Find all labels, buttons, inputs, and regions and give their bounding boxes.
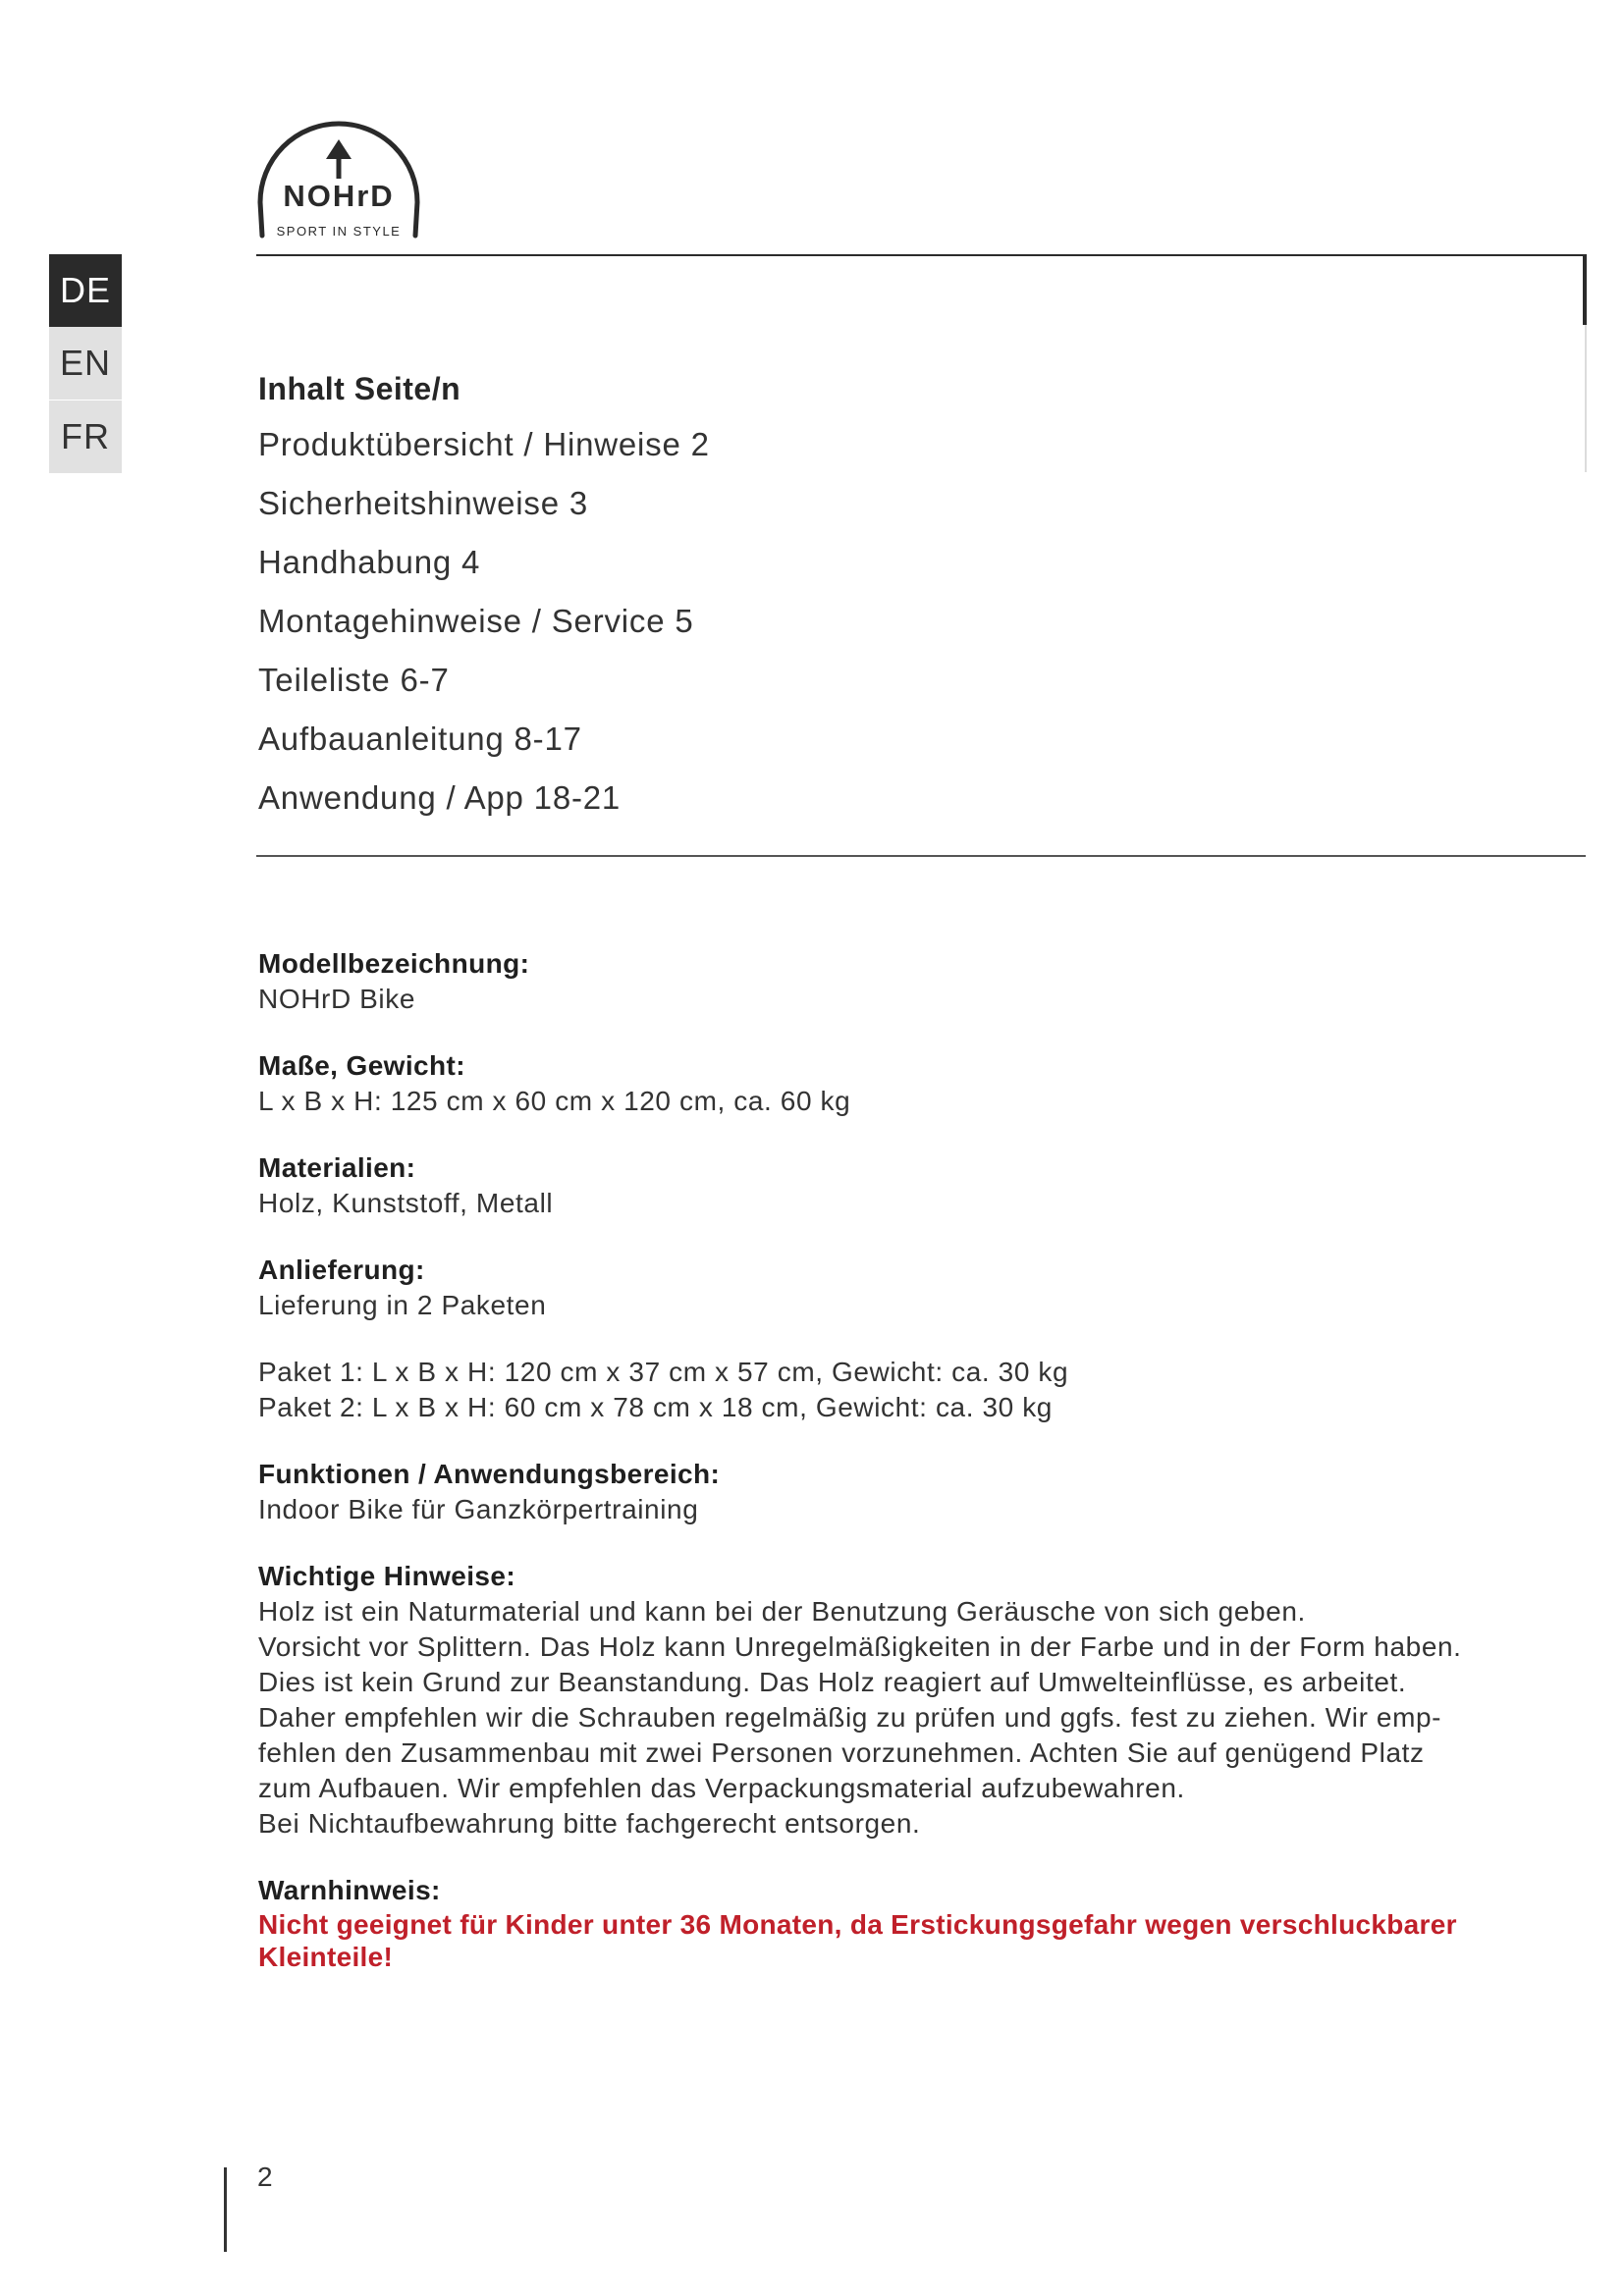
model-section bbox=[258, 946, 1535, 1017]
logo-wordmark: NOHrD bbox=[283, 179, 395, 213]
dimensions-section bbox=[258, 1048, 1535, 1119]
model-label: Modellbezeichnung: bbox=[258, 948, 530, 979]
notes-label: Wichtige Hinweise: bbox=[258, 1561, 516, 1591]
notes-line: Vorsicht vor Splittern. Das Holz kann Unregelmäßigkeiten in der Farbe und in der Form haben. bbox=[258, 1631, 1462, 1662]
header-rule-end bbox=[1583, 254, 1587, 325]
lang-tab-en[interactable]: EN bbox=[49, 327, 122, 400]
functions-section bbox=[258, 1457, 1535, 1527]
nohrd-logo-icon bbox=[250, 116, 427, 243]
warning-section bbox=[258, 1873, 1535, 1973]
right-rail bbox=[1585, 325, 1587, 472]
materials-value: Holz, Kunststoff, Metall bbox=[258, 1188, 554, 1218]
header-rule bbox=[256, 254, 1585, 256]
delivery-label: Anlieferung: bbox=[258, 1255, 425, 1285]
warning-line: Nicht geeignet für Kinder unter 36 Monaten, da Erstickungsgefahr wegen verschluckbarer bbox=[258, 1909, 1457, 1940]
notes-line: Holz ist ein Naturmaterial und kann bei der Benutzung Geräusche von sich geben. bbox=[258, 1596, 1306, 1627]
package-item: Paket 1: L x B x H: 120 cm x 37 cm x 57 cm, Gewicht: ca. 30 kg bbox=[258, 1357, 1069, 1387]
dimensions-label: Maße, Gewicht: bbox=[258, 1050, 465, 1081]
page-number: 2 bbox=[257, 2162, 273, 2192]
dimensions-value: L x B x H: 125 cm x 60 cm x 120 cm, ca. 60 kg bbox=[258, 1086, 851, 1116]
model-value: NOHrD Bike bbox=[258, 984, 416, 1014]
footer-bar bbox=[224, 2167, 227, 2252]
notes-line: Bei Nichtaufbewahrung bitte fachgerecht entsorgen. bbox=[258, 1808, 921, 1839]
functions-label: Funktionen / Anwendungsbereich: bbox=[258, 1459, 721, 1489]
notes-line: Daher empfehlen wir die Schrauben regelmäßig zu prüfen und ggfs. fest zu ziehen. Wir emp- bbox=[258, 1702, 1442, 1733]
notes-line: Dies ist kein Grund zur Beanstandung. Das Holz reagiert auf Umwelteinflüsse, es arbeitet. bbox=[258, 1667, 1407, 1697]
notes-section bbox=[258, 1559, 1535, 1842]
materials-section bbox=[258, 1150, 1535, 1221]
package-item: Paket 2: L x B x H: 60 cm x 78 cm x 18 cm, Gewicht: ca. 30 kg bbox=[258, 1392, 1053, 1422]
notes-line: zum Aufbauen. Wir empfehlen das Verpackungsmaterial aufzubewahren. bbox=[258, 1773, 1185, 1803]
materials-label: Materialien: bbox=[258, 1152, 416, 1183]
table-of-contents bbox=[258, 371, 1436, 837]
toc-item: Produktübersicht / Hinweise 2 bbox=[258, 426, 710, 462]
notes-line: fehlen den Zusammenbau mit zwei Personen vorzunehmen. Achten Sie auf genügend Platz bbox=[258, 1737, 1425, 1768]
toc-item: Handhabung 4 bbox=[258, 544, 481, 580]
toc-item: Anwendung / App 18-21 bbox=[258, 779, 622, 816]
warning-label: Warnhinweis: bbox=[258, 1875, 441, 1905]
lang-tab-fr[interactable]: FR bbox=[49, 400, 122, 473]
warning-line: Kleinteile! bbox=[258, 1942, 394, 1972]
toc-item: Montagehinweise / Service 5 bbox=[258, 603, 694, 639]
lang-tab-de[interactable]: DE bbox=[49, 254, 122, 327]
logo-tagline: SPORT IN STYLE bbox=[276, 224, 402, 239]
delivery-value: Lieferung in 2 Paketen bbox=[258, 1290, 547, 1320]
toc-title: Inhalt Seite/n bbox=[258, 371, 461, 406]
delivery-section bbox=[258, 1253, 1535, 1323]
toc-item: Aufbauanleitung 8-17 bbox=[258, 721, 582, 757]
brand-logo bbox=[250, 116, 427, 243]
toc-list bbox=[258, 425, 1436, 837]
functions-value: Indoor Bike für Ganzkörpertraining bbox=[258, 1494, 699, 1524]
package-list bbox=[258, 1355, 1535, 1425]
toc-divider bbox=[256, 855, 1586, 857]
toc-item: Sicherheitshinweise 3 bbox=[258, 485, 588, 521]
product-info bbox=[258, 946, 1535, 2004]
toc-item: Teileliste 6-7 bbox=[258, 662, 450, 698]
